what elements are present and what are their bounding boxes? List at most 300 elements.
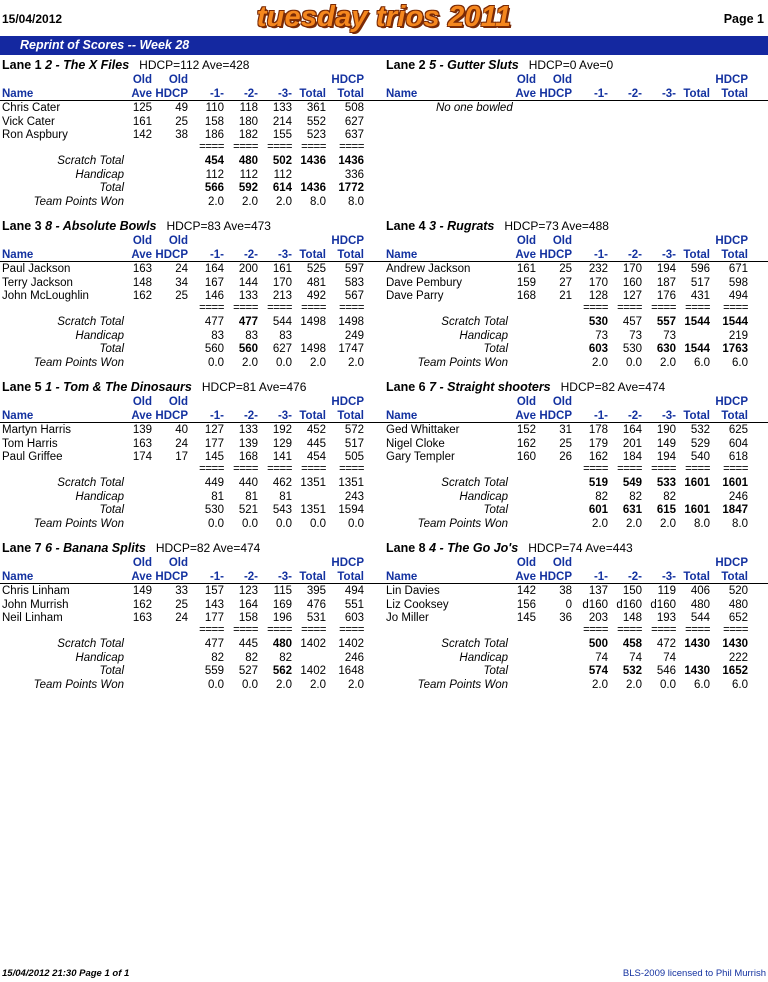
player-g3: 214: [272, 115, 292, 128]
player-g1: 167: [204, 276, 224, 289]
separator-mark: ====: [723, 301, 748, 314]
handicap-g1: 81: [211, 490, 224, 503]
player-tot: 544: [690, 612, 710, 624]
separator-row: [0, 624, 384, 638]
col-total: Total: [683, 409, 710, 422]
player-hdt: 598: [728, 276, 748, 289]
separator-mark: ====: [267, 623, 292, 636]
player-g2: 168: [238, 451, 258, 463]
col-total: Total: [683, 87, 710, 100]
points-hdt: 6.0: [732, 678, 748, 691]
lane-number: Lane 4: [386, 219, 426, 233]
points-g3: 2.0: [276, 195, 292, 208]
player-name: Terry Jackson: [2, 276, 73, 289]
player-handicap: 38: [175, 129, 188, 141]
col-hdcp: HDCP: [539, 87, 572, 100]
team-points-row: [0, 518, 384, 532]
col-name: Name: [386, 248, 418, 261]
player-g2: 160: [622, 276, 642, 289]
scratch-g2: 458: [622, 638, 642, 650]
col-old-hdcp-label: Old: [552, 235, 572, 247]
col-game-3: -3-: [661, 248, 676, 261]
player-g2: d160: [616, 598, 642, 611]
handicap-hdt: 249: [344, 329, 364, 342]
scratch-g3: 533: [656, 477, 676, 489]
player-row: [384, 263, 768, 277]
player-g2: 184: [622, 451, 642, 463]
player-tot: 596: [690, 263, 710, 275]
player-row: [384, 424, 768, 438]
handicap-hdt: 336: [344, 168, 364, 181]
handicap-g1: 82: [211, 651, 224, 664]
grand-total-row: [0, 343, 384, 357]
total-g3: 615: [656, 504, 676, 516]
player-g3: 194: [656, 451, 676, 463]
player-name: Gary Templer: [386, 451, 455, 463]
player-g1: 164: [204, 263, 224, 275]
col-total: Total: [299, 570, 326, 583]
lane-title: [2, 541, 260, 555]
lane-title: [2, 380, 306, 394]
col-name: Name: [386, 570, 418, 583]
scratch-g2: 549: [622, 477, 642, 489]
col-game-2: -2-: [627, 409, 642, 422]
player-average: 163: [132, 437, 152, 450]
column-header-row-1: [384, 235, 768, 249]
col-old-hdcp-label: Old: [168, 235, 188, 247]
player-name: John Murrish: [2, 598, 69, 611]
player-hdt: 603: [344, 612, 364, 624]
team-points-row: [384, 518, 768, 532]
col-hdcp-total-label: HDCP: [715, 396, 748, 408]
player-tot: 492: [306, 290, 326, 302]
col-game-1: -1-: [593, 570, 608, 583]
lane-title: [386, 380, 665, 394]
scratch-g2: 477: [238, 316, 258, 328]
player-g3: 129: [272, 437, 292, 450]
total-hdt: 1594: [338, 504, 364, 516]
handicap-g1: 74: [595, 651, 608, 664]
report-date: 15/04/2012: [2, 12, 63, 26]
player-average: 161: [516, 263, 536, 275]
total-tot: 1436: [300, 182, 326, 194]
player-g1: 110: [205, 102, 224, 114]
total-g1: 559: [204, 665, 224, 677]
col-total: Total: [683, 570, 710, 583]
column-header-row-2: [0, 88, 384, 102]
player-name: John McLoughlin: [2, 290, 89, 302]
separator-mark: ====: [651, 623, 676, 636]
row-label: Total: [99, 343, 124, 355]
col-ave: Ave: [131, 87, 152, 100]
points-tot: 6.0: [694, 356, 710, 369]
player-g1: 178: [588, 424, 608, 436]
player-handicap: 49: [175, 102, 188, 114]
col-game-2: -2-: [627, 87, 642, 100]
player-row: [0, 599, 384, 613]
team-handicap-average: HDCP=73 Ave=488: [504, 219, 609, 233]
points-hdt: 6.0: [732, 356, 748, 369]
col-hdcp: HDCP: [155, 248, 188, 261]
player-g1: 179: [588, 437, 608, 450]
player-average: 148: [132, 276, 152, 289]
player-tot: 523: [306, 129, 326, 141]
col-old-ave-label: Old: [516, 396, 536, 408]
separator-mark: ====: [617, 301, 642, 314]
player-g1: 177: [204, 437, 224, 450]
scratch-g1: 530: [588, 316, 608, 328]
team-name: 2 - The X Files: [45, 58, 130, 72]
team-handicap-average: HDCP=82 Ave=474: [560, 380, 666, 394]
separator-mark: ====: [199, 623, 224, 636]
points-g1: 0.0: [208, 517, 224, 530]
player-g2: 200: [238, 263, 258, 275]
grand-total-row: [384, 504, 768, 518]
handicap-g3: 82: [279, 651, 292, 664]
team-points-row: [0, 357, 384, 371]
col-ave: Ave: [515, 409, 536, 422]
separator-mark: ====: [723, 623, 748, 636]
scratch-hdt: 1402: [338, 638, 364, 650]
player-hdt: 618: [728, 451, 748, 463]
handicap-g3: 73: [663, 329, 676, 342]
player-handicap: 36: [559, 612, 572, 624]
column-header-row-1: [384, 557, 768, 571]
total-g3: 562: [272, 665, 292, 677]
player-g1: 157: [204, 585, 224, 597]
points-g2: 2.0: [242, 356, 258, 369]
player-tot: 540: [690, 451, 710, 463]
player-row: [0, 277, 384, 291]
lane-title: [2, 58, 249, 72]
team-points-row: [0, 679, 384, 693]
total-g1: 530: [204, 504, 224, 516]
player-tot: 445: [306, 437, 326, 450]
player-average: 160: [516, 451, 536, 463]
points-g2: 2.0: [626, 517, 642, 530]
col-name: Name: [386, 409, 418, 422]
team-name: 4 - The Go Jo's: [429, 541, 519, 555]
points-tot: 2.0: [310, 356, 326, 369]
handicap-row: [0, 330, 384, 344]
row-label: Team Points Won: [33, 678, 124, 691]
footer-license: BLS-2009 licensed to Phil Murrish: [622, 968, 766, 979]
player-row: [0, 585, 384, 599]
player-g3: d160: [650, 598, 676, 611]
points-g1: 2.0: [592, 678, 608, 691]
scratch-g2: 445: [238, 638, 258, 650]
col-hdcp-total: Total: [721, 570, 748, 583]
scratch-g2: 440: [238, 477, 258, 489]
col-game-2: -2-: [243, 570, 258, 583]
col-hdcp-total-label: HDCP: [331, 557, 364, 569]
lane-number: Lane 3: [2, 219, 42, 233]
col-total: Total: [683, 248, 710, 261]
col-name: Name: [2, 570, 34, 583]
total-g2: 592: [238, 182, 258, 194]
scratch-total-row: [0, 155, 384, 169]
grand-total-row: [0, 665, 384, 679]
points-g1: 2.0: [592, 356, 608, 369]
scratch-total-row: [384, 477, 768, 491]
player-g2: 148: [622, 612, 642, 624]
player-average: 149: [132, 585, 152, 597]
col-hdcp-total-label: HDCP: [331, 396, 364, 408]
scratch-g1: 477: [204, 316, 224, 328]
col-hdcp: HDCP: [539, 409, 572, 422]
player-name: Dave Pembury: [386, 276, 463, 289]
scratch-tot: 1498: [300, 316, 326, 328]
lane-block: [384, 380, 768, 540]
no-bowlers-note: No one bowled: [436, 102, 513, 114]
column-header-row-1: [0, 235, 384, 249]
points-g3: 0.0: [276, 517, 292, 530]
player-g1: 128: [588, 290, 608, 302]
team-points-row: [384, 679, 768, 693]
col-game-2: -2-: [243, 87, 258, 100]
scratch-hdt: 1601: [722, 477, 748, 489]
lane-number: Lane 6: [386, 380, 426, 394]
player-g3: 141: [272, 451, 292, 463]
scratch-g3: 544: [272, 316, 292, 328]
separator-mark: ====: [267, 140, 292, 153]
lane-number: Lane 7: [2, 541, 42, 555]
separator-row: [0, 302, 384, 316]
total-tot: 1351: [300, 504, 326, 516]
scratch-g1: 454: [204, 155, 224, 167]
lane-number: Lane 1: [2, 58, 42, 72]
points-g3: 2.0: [276, 678, 292, 691]
scratch-g3: 502: [272, 155, 292, 167]
handicap-g3: 81: [279, 490, 292, 503]
player-name: Tom Harris: [2, 437, 58, 450]
col-hdcp: HDCP: [539, 248, 572, 261]
player-g2: 144: [238, 276, 258, 289]
player-g3: 119: [657, 585, 676, 597]
points-g1: 2.0: [208, 195, 224, 208]
column-header-row-1: [384, 74, 768, 88]
scratch-hdt: 1430: [722, 638, 748, 650]
player-average: 163: [132, 263, 152, 275]
total-g3: 627: [272, 343, 292, 355]
scratch-tot: 1544: [684, 316, 710, 328]
lane-title: [386, 58, 613, 72]
player-hdt: 505: [344, 451, 364, 463]
team-handicap-average: HDCP=112 Ave=428: [139, 58, 250, 72]
player-row: [0, 116, 384, 130]
col-old-ave-label: Old: [132, 235, 152, 247]
player-handicap: 25: [175, 290, 188, 302]
total-tot: 1498: [300, 343, 326, 355]
column-header-row-2: [384, 249, 768, 263]
player-g3: 193: [656, 612, 676, 624]
row-label: Scratch Total: [441, 477, 508, 489]
scratch-hdt: 1498: [338, 316, 364, 328]
row-label: Handicap: [459, 329, 508, 342]
player-row: [384, 585, 768, 599]
col-old-hdcp-label: Old: [552, 74, 572, 86]
col-game-3: -3-: [661, 570, 676, 583]
col-old-ave-label: Old: [516, 235, 536, 247]
footer-timestamp: 15/04/2012 21:30 Page 1 of 1: [2, 968, 130, 979]
player-g3: 190: [656, 424, 676, 436]
scratch-tot: 1436: [300, 155, 326, 167]
handicap-hdt: 219: [728, 329, 748, 342]
column-header-row-2: [0, 249, 384, 263]
total-g1: 574: [588, 665, 608, 677]
total-g3: 543: [272, 504, 292, 516]
points-g3: 2.0: [660, 356, 676, 369]
total-hdt: 1648: [338, 665, 364, 677]
points-g1: 2.0: [592, 517, 608, 530]
col-hdcp-total: Total: [337, 409, 364, 422]
points-g2: 2.0: [626, 678, 642, 691]
total-g2: 532: [622, 665, 642, 677]
player-g3: 169: [272, 598, 292, 611]
row-label: Scratch Total: [57, 155, 124, 167]
col-name: Name: [2, 248, 34, 261]
row-label: Handicap: [75, 329, 124, 342]
separator-mark: ====: [651, 301, 676, 314]
col-hdcp-total: Total: [337, 87, 364, 100]
total-g1: 603: [588, 343, 608, 355]
player-tot: 532: [690, 424, 710, 436]
player-name: Vick Cater: [2, 115, 55, 128]
report-banner: Reprint of Scores -- Week 28: [0, 36, 768, 55]
player-tot: 481: [306, 276, 326, 289]
player-g2: 127: [622, 290, 642, 302]
points-hdt: 0.0: [348, 517, 364, 530]
player-g3: 161: [272, 263, 292, 275]
col-hdcp: HDCP: [539, 570, 572, 583]
player-row: [0, 424, 384, 438]
player-g3: 187: [656, 276, 676, 289]
col-total: Total: [299, 409, 326, 422]
no-bowlers-row: [384, 102, 768, 116]
player-tot: 454: [306, 451, 326, 463]
scratch-hdt: 1436: [338, 155, 364, 167]
separator-mark: ====: [617, 462, 642, 475]
scratch-total-row: [0, 316, 384, 330]
player-g2: 118: [239, 102, 258, 114]
player-g2: 133: [238, 424, 258, 436]
handicap-g3: 74: [663, 651, 676, 664]
column-header-row-1: [384, 396, 768, 410]
col-game-2: -2-: [243, 409, 258, 422]
player-hdt: 604: [728, 437, 748, 450]
player-handicap: 34: [175, 276, 188, 289]
col-old-ave-label: Old: [132, 396, 152, 408]
lane-block: [0, 541, 384, 701]
col-old-ave-label: Old: [516, 557, 536, 569]
lane-title: [2, 219, 271, 233]
handicap-row: [0, 491, 384, 505]
total-g3: 614: [272, 182, 292, 194]
total-hdt: 1763: [722, 343, 748, 355]
player-handicap: 27: [559, 276, 572, 289]
player-g1: 137: [588, 585, 608, 597]
points-g1: 0.0: [208, 356, 224, 369]
col-hdcp-total: Total: [337, 570, 364, 583]
player-row: [384, 438, 768, 452]
player-tot: 517: [690, 276, 710, 289]
separator-mark: ====: [233, 140, 258, 153]
column-header-row-2: [384, 88, 768, 102]
separator-mark: ====: [301, 301, 326, 314]
player-tot: 531: [306, 612, 326, 624]
total-hdt: 1652: [722, 665, 748, 677]
handicap-g1: 82: [595, 490, 608, 503]
scratch-hdt: 1544: [722, 316, 748, 328]
player-name: Chris Linham: [2, 585, 70, 597]
lane-title: [386, 219, 609, 233]
col-game-1: -1-: [593, 409, 608, 422]
lane-title: [386, 541, 633, 555]
column-header-row-1: [0, 74, 384, 88]
separator-mark: ====: [199, 462, 224, 475]
player-hdt: 520: [728, 585, 748, 597]
player-g2: 139: [238, 437, 258, 450]
player-tot: 525: [306, 263, 326, 275]
player-g1: 145: [204, 451, 224, 463]
column-header-row-1: [0, 557, 384, 571]
points-hdt: 2.0: [348, 678, 364, 691]
row-label: Total: [99, 182, 124, 194]
player-g2: 201: [622, 437, 642, 450]
total-tot: 1402: [300, 665, 326, 677]
row-label: Team Points Won: [33, 356, 124, 369]
player-g1: 203: [588, 612, 608, 624]
player-handicap: 25: [175, 598, 188, 611]
player-name: Chris Cater: [2, 102, 61, 114]
separator-mark: ====: [339, 301, 364, 314]
col-ave: Ave: [515, 570, 536, 583]
player-g1: 162: [588, 451, 608, 463]
row-label: Scratch Total: [57, 638, 124, 650]
team-points-row: [0, 196, 384, 210]
scratch-g1: 519: [588, 477, 608, 489]
player-name: Jo Miller: [386, 612, 429, 624]
handicap-hdt: 246: [344, 651, 364, 664]
team-name: 3 - Rugrats: [429, 219, 495, 233]
player-tot: 476: [306, 598, 326, 611]
lane-number: Lane 5: [2, 380, 42, 394]
handicap-row: [384, 330, 768, 344]
player-name: Dave Parry: [386, 290, 444, 302]
team-handicap-average: HDCP=82 Ave=474: [155, 541, 261, 555]
player-hdt: 597: [344, 263, 364, 275]
handicap-g3: 83: [279, 329, 292, 342]
handicap-row: [0, 169, 384, 183]
points-hdt: 8.0: [348, 195, 364, 208]
separator-mark: ====: [339, 462, 364, 475]
player-average: 161: [132, 115, 152, 128]
row-label: Team Points Won: [417, 678, 508, 691]
scratch-tot: 1601: [684, 477, 710, 489]
player-tot: 406: [690, 585, 710, 597]
col-ave: Ave: [131, 409, 152, 422]
col-game-1: -1-: [593, 248, 608, 261]
lane-block: [384, 58, 768, 218]
player-name: Ged Whittaker: [386, 424, 460, 436]
player-g2: 133: [238, 290, 258, 302]
col-hdcp-total: Total: [337, 248, 364, 261]
col-old-hdcp-label: Old: [168, 557, 188, 569]
player-g1: 186: [204, 129, 224, 141]
total-g3: 546: [656, 665, 676, 677]
handicap-g2: 73: [629, 329, 642, 342]
lane-block: [384, 219, 768, 379]
